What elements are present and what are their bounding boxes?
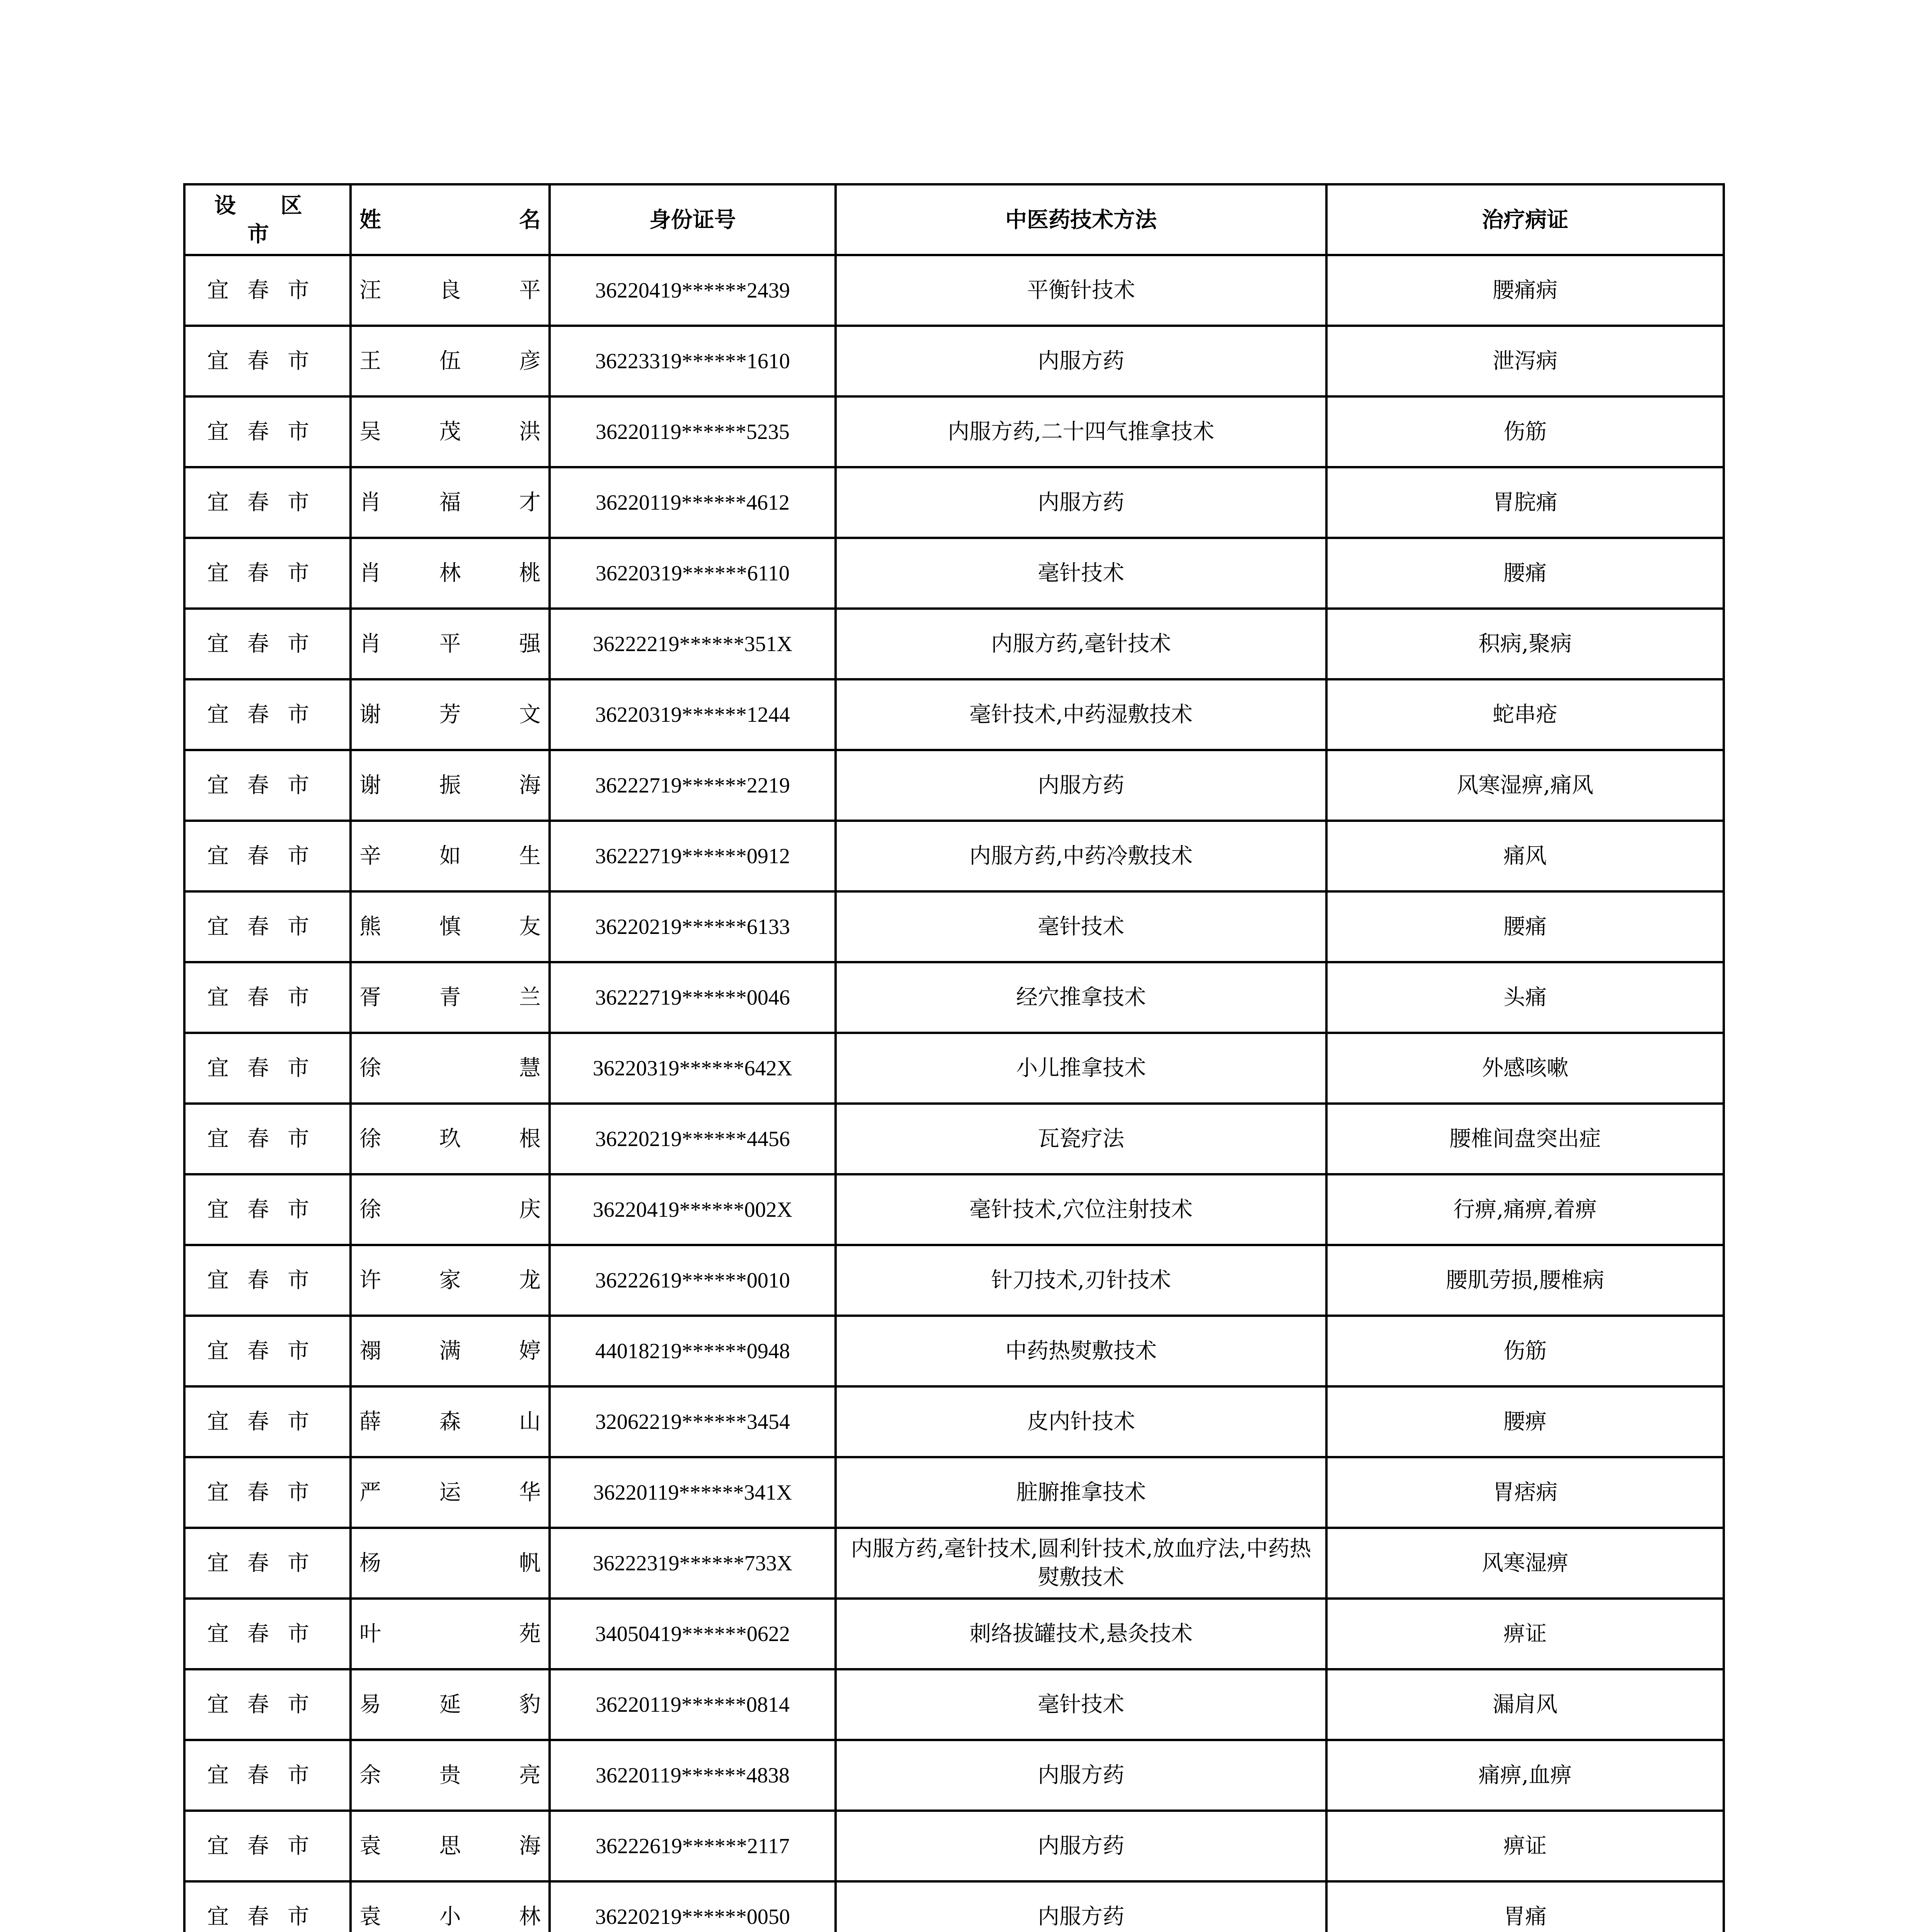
cell-name: 肖福才 — [351, 467, 550, 538]
cell-id-number: 34050419******0622 — [550, 1599, 836, 1669]
cell-city: 宜春市 — [184, 609, 351, 679]
cell-name: 胥青兰 — [351, 962, 550, 1033]
cell-city: 宜春市 — [184, 1174, 351, 1245]
cell-name: 许家龙 — [351, 1245, 550, 1316]
practitioner-table — [183, 183, 1725, 1932]
cell-name: 肖平强 — [351, 609, 550, 679]
cell-diagnosis: 漏肩风 — [1326, 1669, 1724, 1740]
table-header-row — [184, 184, 1724, 255]
cell-id-number: 36220119******5235 — [550, 396, 836, 467]
cell-name: 谢芳文 — [351, 679, 550, 750]
cell-id-number: 36222619******2117 — [550, 1811, 836, 1881]
cell-name: 严运华 — [351, 1457, 550, 1528]
cell-diagnosis: 头痛 — [1326, 962, 1724, 1033]
cell-name: 余贵亮 — [351, 1740, 550, 1811]
cell-method: 刺络拔罐技术,悬灸技术 — [836, 1599, 1326, 1669]
cell-method: 毫针技术,中药湿敷技术 — [836, 679, 1326, 750]
cell-id-number: 32062219******3454 — [550, 1386, 836, 1457]
cell-id-number: 44018219******0948 — [550, 1316, 836, 1386]
table-row — [184, 1316, 1724, 1386]
cell-method: 平衡针技术 — [836, 255, 1326, 326]
cell-method: 小儿推拿技术 — [836, 1033, 1326, 1104]
cell-method: 内服方药,毫针技术,圆利针技术,放血疗法,中药热熨敷技术 — [836, 1528, 1326, 1599]
cell-city: 宜春市 — [184, 538, 351, 609]
cell-name: 辛如生 — [351, 821, 550, 891]
cell-diagnosis: 腰肌劳损,腰椎病 — [1326, 1245, 1724, 1316]
cell-id-number: 36223319******1610 — [550, 326, 836, 396]
cell-diagnosis: 胃痛 — [1326, 1881, 1724, 1932]
cell-diagnosis: 腰椎间盘突出症 — [1326, 1104, 1724, 1174]
cell-method: 内服方药,二十四气推拿技术 — [836, 396, 1326, 467]
cell-name: 禤满婷 — [351, 1316, 550, 1386]
table-row — [184, 609, 1724, 679]
table-row — [184, 1669, 1724, 1740]
cell-name: 袁小林 — [351, 1881, 550, 1932]
table-row — [184, 255, 1724, 326]
cell-id-number: 36220319******6110 — [550, 538, 836, 609]
cell-city: 宜春市 — [184, 1457, 351, 1528]
cell-method: 内服方药,毫针技术 — [836, 609, 1326, 679]
cell-diagnosis: 伤筋 — [1326, 1316, 1724, 1386]
cell-city: 宜春市 — [184, 255, 351, 326]
cell-diagnosis: 腰痛 — [1326, 891, 1724, 962]
table-row — [184, 891, 1724, 962]
cell-id-number: 36220319******1244 — [550, 679, 836, 750]
cell-name: 汪良平 — [351, 255, 550, 326]
cell-id-number: 36220419******2439 — [550, 255, 836, 326]
cell-diagnosis: 行痹,痛痹,着痹 — [1326, 1174, 1724, 1245]
cell-city: 宜春市 — [184, 962, 351, 1033]
cell-method: 毫针技术 — [836, 891, 1326, 962]
cell-diagnosis: 腰痛 — [1326, 538, 1724, 609]
table-row — [184, 1245, 1724, 1316]
cell-name: 叶苑 — [351, 1599, 550, 1669]
cell-name: 杨帆 — [351, 1528, 550, 1599]
cell-id-number: 36222719******0912 — [550, 821, 836, 891]
cell-city: 宜春市 — [184, 467, 351, 538]
table-row — [184, 1174, 1724, 1245]
cell-diagnosis: 风寒湿痹,痛风 — [1326, 750, 1724, 821]
cell-name: 谢振海 — [351, 750, 550, 821]
cell-id-number: 36222319******733X — [550, 1528, 836, 1599]
cell-method: 毫针技术 — [836, 1669, 1326, 1740]
cell-name: 吴茂洪 — [351, 396, 550, 467]
cell-diagnosis: 伤筋 — [1326, 396, 1724, 467]
cell-city: 宜春市 — [184, 750, 351, 821]
cell-name: 王伍彦 — [351, 326, 550, 396]
cell-id-number: 36222219******351X — [550, 609, 836, 679]
cell-city: 宜春市 — [184, 1033, 351, 1104]
cell-diagnosis: 腰痛病 — [1326, 255, 1724, 326]
cell-city: 宜春市 — [184, 1669, 351, 1740]
cell-id-number: 36220219******4456 — [550, 1104, 836, 1174]
cell-diagnosis: 积病,聚病 — [1326, 609, 1724, 679]
table-row — [184, 1457, 1724, 1528]
cell-method: 内服方药 — [836, 467, 1326, 538]
cell-city: 宜春市 — [184, 1881, 351, 1932]
cell-city: 宜春市 — [184, 396, 351, 467]
table-row — [184, 1740, 1724, 1811]
cell-city: 宜春市 — [184, 1104, 351, 1174]
table-row — [184, 821, 1724, 891]
cell-city: 宜春市 — [184, 1528, 351, 1599]
cell-method: 针刀技术,刃针技术 — [836, 1245, 1326, 1316]
table-row — [184, 1599, 1724, 1669]
cell-diagnosis: 泄泻病 — [1326, 326, 1724, 396]
cell-method: 中药热熨敷技术 — [836, 1316, 1326, 1386]
table-row — [184, 962, 1724, 1033]
cell-method: 内服方药 — [836, 1740, 1326, 1811]
cell-method: 内服方药 — [836, 326, 1326, 396]
cell-id-number: 36220219******6133 — [550, 891, 836, 962]
table-row — [184, 538, 1724, 609]
table-row — [184, 1881, 1724, 1932]
cell-id-number: 36222719******2219 — [550, 750, 836, 821]
cell-id-number: 36220119******0814 — [550, 1669, 836, 1740]
cell-city: 宜春市 — [184, 1245, 351, 1316]
cell-diagnosis: 胃痞病 — [1326, 1457, 1724, 1528]
cell-city: 宜春市 — [184, 821, 351, 891]
table-row — [184, 467, 1724, 538]
cell-diagnosis: 痛风 — [1326, 821, 1724, 891]
cell-id-number: 36222619******0010 — [550, 1245, 836, 1316]
cell-id-number: 36220419******002X — [550, 1174, 836, 1245]
table-row — [184, 1386, 1724, 1457]
cell-city: 宜春市 — [184, 1316, 351, 1386]
cell-city: 宜春市 — [184, 679, 351, 750]
header-id-number: 身份证号 — [550, 184, 836, 255]
cell-city: 宜春市 — [184, 1811, 351, 1881]
header-name: 姓 名 — [351, 184, 550, 255]
table-row — [184, 1104, 1724, 1174]
cell-name: 徐玖根 — [351, 1104, 550, 1174]
cell-method: 内服方药 — [836, 1811, 1326, 1881]
cell-name: 徐慧 — [351, 1033, 550, 1104]
cell-id-number: 36220119******4612 — [550, 467, 836, 538]
cell-city: 宜春市 — [184, 326, 351, 396]
cell-diagnosis: 风寒湿痹 — [1326, 1528, 1724, 1599]
cell-method: 毫针技术 — [836, 538, 1326, 609]
cell-id-number: 36220119******4838 — [550, 1740, 836, 1811]
header-diagnosis: 治疗病证 — [1326, 184, 1724, 255]
cell-diagnosis: 腰痹 — [1326, 1386, 1724, 1457]
cell-method: 瓦瓷疗法 — [836, 1104, 1326, 1174]
cell-method: 经穴推拿技术 — [836, 962, 1326, 1033]
cell-diagnosis: 痹证 — [1326, 1811, 1724, 1881]
cell-name: 易延豹 — [351, 1669, 550, 1740]
cell-method: 脏腑推拿技术 — [836, 1457, 1326, 1528]
cell-city: 宜春市 — [184, 1740, 351, 1811]
cell-name: 熊慎友 — [351, 891, 550, 962]
cell-diagnosis: 蛇串疮 — [1326, 679, 1724, 750]
header-city: 设 区 市 — [184, 184, 351, 255]
cell-diagnosis: 外感咳嗽 — [1326, 1033, 1724, 1104]
cell-diagnosis: 胃脘痛 — [1326, 467, 1724, 538]
cell-name: 肖林桃 — [351, 538, 550, 609]
table-row — [184, 396, 1724, 467]
cell-id-number: 36220119******341X — [550, 1457, 836, 1528]
cell-method: 皮内针技术 — [836, 1386, 1326, 1457]
table-row — [184, 1811, 1724, 1881]
cell-id-number: 36220319******642X — [550, 1033, 836, 1104]
header-method: 中医药技术方法 — [836, 184, 1326, 255]
cell-city: 宜春市 — [184, 1599, 351, 1669]
cell-name: 袁思海 — [351, 1811, 550, 1881]
cell-id-number: 36220219******0050 — [550, 1881, 836, 1932]
table-row — [184, 750, 1724, 821]
cell-id-number: 36222719******0046 — [550, 962, 836, 1033]
cell-name: 薛森山 — [351, 1386, 550, 1457]
cell-method: 毫针技术,穴位注射技术 — [836, 1174, 1326, 1245]
cell-city: 宜春市 — [184, 1386, 351, 1457]
cell-method: 内服方药 — [836, 750, 1326, 821]
table-row — [184, 1033, 1724, 1104]
table-row — [184, 326, 1724, 396]
cell-name: 徐庆 — [351, 1174, 550, 1245]
cell-method: 内服方药 — [836, 1881, 1326, 1932]
cell-city: 宜春市 — [184, 891, 351, 962]
table-row — [184, 679, 1724, 750]
cell-method: 内服方药,中药冷敷技术 — [836, 821, 1326, 891]
cell-diagnosis: 痹证 — [1326, 1599, 1724, 1669]
table-row — [184, 1528, 1724, 1599]
cell-diagnosis: 痛痹,血痹 — [1326, 1740, 1724, 1811]
table-body — [184, 255, 1724, 1932]
